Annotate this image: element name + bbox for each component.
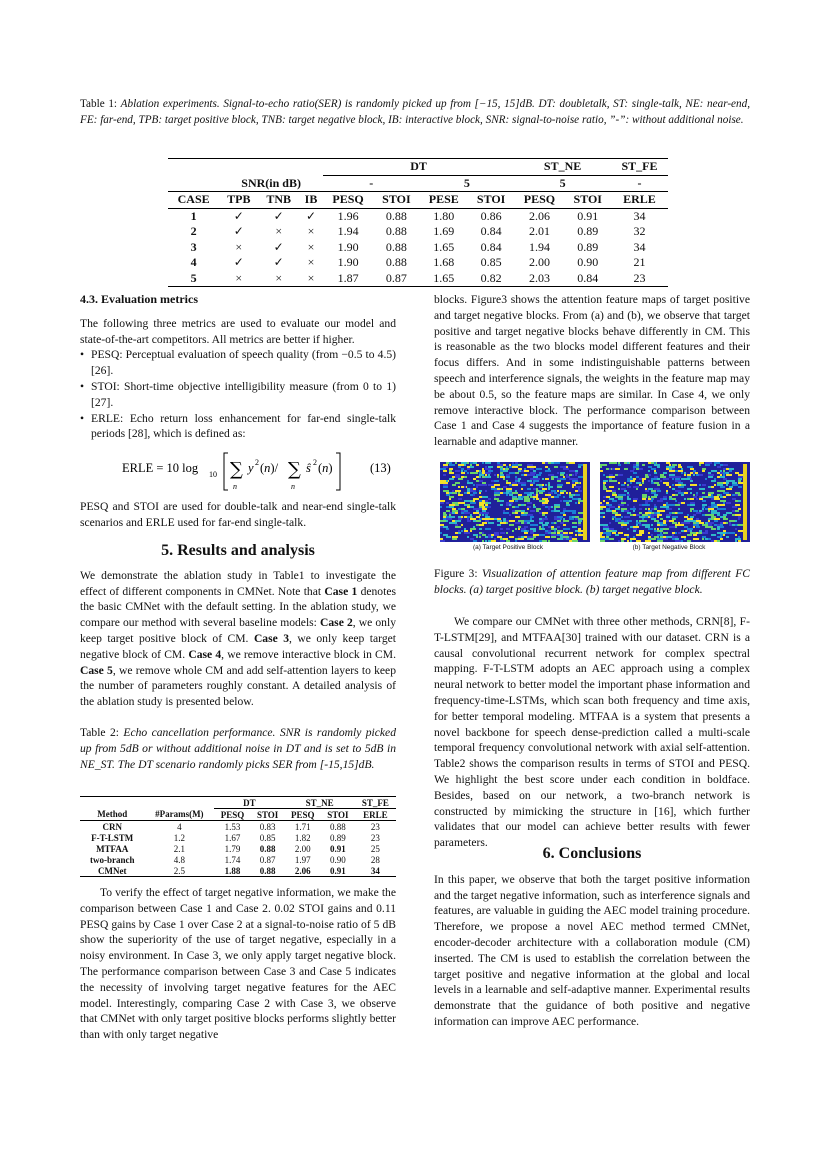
equation-erle [80, 450, 396, 490]
cell: 2.1 [173, 843, 185, 854]
cell: × [307, 255, 315, 270]
figure3-caption [434, 566, 750, 598]
list-item: • STOI: Short-time objective intelligibility measure (from 0 to 1) [27]. [80, 379, 396, 411]
cell: 0.83 [251, 821, 285, 833]
feature-map-negative [600, 462, 750, 542]
t1-column-header: PESQ [514, 192, 564, 209]
method-name: two-branch [89, 854, 135, 865]
table-row [168, 208, 668, 224]
cell: 2.00 [528, 255, 550, 270]
cell: 21 [633, 255, 646, 270]
cell: 0.85 [480, 255, 502, 270]
cell: 1.94 [337, 224, 359, 239]
cell: 1.2 [173, 832, 185, 843]
cell: 0.88 [251, 865, 285, 877]
table-row [80, 854, 396, 865]
section-title: 4.3. Evaluation metrics [80, 292, 198, 306]
cell: × [235, 239, 243, 254]
paragraph: PESQ and STOI are used for double-talk and near-end single-talk scenarios and ERLE used for far-end single-talk. [80, 500, 396, 529]
cell: 1.65 [420, 271, 468, 287]
table-row [80, 843, 396, 854]
table-row [80, 821, 396, 833]
table1-caption [80, 96, 750, 128]
cell: 0.88 [385, 255, 407, 270]
cell: 1.80 [420, 208, 468, 224]
paragraph: The following three metrics are used to evaluate our model and state-of-the-art competitors. All metrics are better if higher. [80, 316, 396, 346]
svg-text:ERLE = 10 log [122, 461, 199, 475]
figure3-caption-text: Visualization of attention feature map from different FC blocks. (a) target positive block. (b) target negative block. [434, 567, 751, 596]
table1-caption-label: Table 1: [80, 98, 118, 110]
cell: 1.87 [323, 271, 373, 287]
cell: 0.90 [330, 854, 346, 865]
cell: 0.85 [259, 832, 276, 843]
cell: 0.84 [480, 239, 502, 254]
cell: ✓ [233, 255, 244, 270]
cell: 1.79 [224, 843, 241, 854]
comparison-table [80, 796, 396, 877]
cell: 0.82 [468, 271, 514, 287]
cell: 34 [633, 239, 646, 254]
cell: × [307, 239, 315, 254]
cell: 0.88 [385, 239, 407, 254]
cell: 34 [611, 208, 668, 224]
cell: 0.86 [468, 208, 514, 224]
case-id: 2 [190, 224, 197, 239]
t2-column-header: Method [97, 809, 128, 820]
cell: ✓ [273, 255, 284, 270]
t1-column-header: STOI [373, 192, 419, 209]
svg-text:n: n [291, 482, 295, 491]
method-name: CRN [80, 821, 144, 833]
cell: ✓ [233, 224, 244, 239]
svg-text:∑: ∑ [230, 459, 243, 480]
case-id: 5 [168, 271, 219, 287]
case-id: 1 [168, 208, 219, 224]
cell: 1.68 [433, 255, 455, 270]
t1-column-header: STOI [468, 192, 514, 209]
paragraph: We demonstrate the ablation study in Table1 to investigate the effect of different components in CMNet. Note that Case 1 denotes the basic CMNet with the default setting. In the ablation study, we compare our method with several baseline models: Case 2, we only keep target positive block of CM. Case 3, we only keep target negative block of CM. Case 4, we remove interactive block in CM. Case 5, we remove whole CM and add self-attention layers to keep the number of parameters roughly constant. A detailed analysis of the ablation study is presented below. [80, 568, 396, 709]
svg-text:n: n [233, 482, 237, 491]
cell: ✓ [299, 208, 323, 224]
cell: 1.96 [323, 208, 373, 224]
cell: 0.87 [373, 271, 419, 287]
svg-text:∑: ∑ [288, 459, 301, 480]
cell: 2.01 [528, 224, 550, 239]
paragraph: In this paper, we observe that both the target positive information and the target negative information, such as interference signals and features, are valuable in guiding the AEC model training procedure. Therefore, we propose a novel AEC method termed CMNet, encoder-decoder architecture with a collaboration module (CM) inserted. The CM is used to establish the correlation between the target positive and negative information at the global and local levels in a learnable and self-adaptive manner. Experimental results demonstrate that the guidance of both positive and negative information can improve AEC performance. [434, 872, 750, 1028]
t1-column-header: CASE [168, 192, 219, 209]
svg-text:ŝ: ŝ [306, 461, 311, 475]
metrics-list [80, 347, 396, 442]
table-row [168, 224, 668, 240]
figure3-caption-label: Figure 3: [434, 567, 478, 580]
equation-number: (13) [370, 461, 391, 475]
section-4-3 [80, 292, 396, 442]
svg-text:2: 2 [313, 458, 317, 467]
cell: 1.82 [294, 832, 311, 843]
t2-column-header: STOI [256, 809, 279, 820]
table-row [80, 832, 396, 843]
svg-text:2: 2 [255, 458, 259, 467]
right-col-middle [434, 614, 750, 851]
table-row [168, 271, 668, 287]
svg-text:(n): (n) [318, 461, 333, 475]
section-title: 5. Results and analysis [161, 542, 315, 559]
cell: 0.89 [577, 224, 599, 239]
t1-column-header: STOI [565, 192, 611, 209]
cell: 0.88 [385, 224, 407, 239]
cell: 2.5 [144, 865, 214, 877]
cell: 0.91 [330, 843, 346, 854]
equation-lhs: ERLE = 10 log [122, 461, 199, 475]
equation-subscript: 10 [209, 470, 217, 479]
cell: ✓ [258, 208, 299, 224]
cell: 1.71 [284, 821, 321, 833]
paragraph: We compare our CMNet with three other methods, CRN[8], F-T-LSTM[29], and MTFAA[30] trained with our dataset. CRN is a causal convolutional recurrent network for complex spectral mapping. F-T-LSTM adopts an AEC approach using a complex neural network to better model the important phase information and frequency-time-LSTMs, which scan both frequency and time axis, for better temporal modeling. MTFAA is a system that presents a novel backbone for speech dense-prediction called a multi-scale temporal frequency convolutional network with axial self-attention. Table2 shows the comparison results in terms of STOI and PESQ. We highlight the best score under each condition in boldface. Besides, based on our network, a two-branch network is constructed by mimicking the structure in [16], which further validates that our model can achieve better results with fewer parameters. [434, 615, 750, 850]
section-6 [434, 846, 750, 1030]
paragraph: blocks. Figure3 shows the attention feature maps of target positive and target negative blocks. From (a) and (b), we observe that target positive and target negative blocks behave differently in CM. This is reasonable as the two blocks model different features and their focus differs. And in some indistinguishable patterns between speech and interference signals, the weights in the feature map may be about 0.5, so the feature maps are similar. In Case 4, we only remove interactive block. The performance comparison between Case 1 and Case 4 suggests the importance of feature fusion in a learnable and adaptive manner. [434, 293, 750, 449]
t2-column-header: ERLE [363, 809, 388, 820]
cell: 1.67 [224, 832, 241, 843]
t1-snr: 5 [559, 175, 566, 190]
cell: 28 [370, 854, 380, 865]
cell: 0.88 [373, 208, 419, 224]
cell: 23 [355, 821, 396, 833]
t2-group-stne: ST_NE [284, 797, 354, 809]
cell: 0.87 [259, 854, 276, 865]
cell: 1.53 [214, 821, 251, 833]
cell: 4.8 [173, 854, 185, 865]
cell: 0.89 [330, 832, 346, 843]
cell: × [219, 271, 258, 287]
cell: ✓ [219, 208, 258, 224]
cell: 2.00 [294, 843, 311, 854]
cell: 23 [611, 271, 668, 287]
t1-column-header: TPB [219, 192, 258, 209]
cell: × [275, 224, 283, 239]
heatmap-image [600, 462, 750, 542]
subfig-caption-a: (a) Target Positive Block [473, 544, 543, 551]
cell: 1.74 [224, 854, 241, 865]
table2-caption [80, 725, 396, 772]
case-id: 4 [190, 255, 197, 270]
cell: 25 [370, 843, 380, 854]
cell: × [299, 271, 323, 287]
cell: 2.06 [514, 208, 564, 224]
section-5-cont [80, 885, 396, 1043]
cell: 23 [370, 832, 380, 843]
t1-group-stne: ST_NE [514, 159, 611, 176]
method-name: MTFAA [96, 843, 129, 854]
list-item: • ERLE: Echo return loss enhancement for far-end single-talk periods [28], which is defined as: [80, 411, 396, 443]
right-col-top [434, 292, 750, 450]
t1-snr: - [637, 175, 642, 190]
section-4-3-after [80, 499, 396, 531]
t1-column-header: PESQ [323, 192, 373, 209]
cell: 0.84 [565, 271, 611, 287]
table2-caption-text: Echo cancellation performance. SNR is randomly picked up from 5dB or without additional noise in DT and is set to 5dB in NE_ST. The DT scenario randomly picks SER from [-15,15]dB. [80, 726, 397, 771]
cell: 0.89 [577, 239, 599, 254]
heatmap-image [440, 462, 590, 542]
cell: 0.91 [321, 865, 355, 877]
cell: 32 [633, 224, 646, 239]
cell: 0.88 [321, 821, 355, 833]
table1-caption-text: Ablation experiments. Signal-to-echo ratio(SER) is randomly picked up from [−15, 15]dB. DT: doubletalk, ST: single-talk, NE: near-end, FE: far-end, TPB: target positive block, TNB: target negative block, IB: interactive block, SNR: signal-to-noise ratio, ”-”: without additional noise. [80, 98, 751, 126]
cell: 4 [144, 821, 214, 833]
t1-column-header: ERLE [611, 192, 668, 209]
list-item: • PESQ: Perceptual evaluation of speech quality (from −0.5 to 4.5) [26]. [80, 347, 396, 379]
t1-column-header: TNB [258, 192, 299, 209]
t2-column-header: PESQ [220, 809, 245, 820]
feature-map-positive [440, 462, 590, 542]
cell: 1.94 [528, 239, 550, 254]
t1-snr: - [369, 175, 374, 190]
cell: × [258, 271, 299, 287]
equation-graphic [80, 450, 396, 494]
cell: 1.90 [337, 239, 359, 254]
cell: 2.06 [284, 865, 321, 877]
cell: × [307, 224, 315, 239]
ablation-table [168, 158, 668, 287]
t1-column-header: PESE [420, 192, 468, 209]
t2-group-dt: DT [214, 797, 284, 809]
cell: 1.65 [433, 239, 455, 254]
svg-text:y: y [248, 461, 254, 475]
section-title: 6. Conclusions [542, 845, 642, 862]
cell: 1.97 [294, 854, 311, 865]
svg-text:(n)/: (n)/ [260, 461, 279, 475]
t1-column-header: IB [299, 192, 323, 209]
table-row [168, 255, 668, 271]
t1-snr: 5 [463, 175, 470, 190]
paragraph: To verify the effect of target negative information, we make the comparison between Case 1 and Case 2. 0.02 STOI gains and 0.11 PESQ gains by Case 1 over Case 2 at a signal-to-noise ratio of 5 dB show the superiority of the use of target negative, especially in a noisy environment. In Case 3, we only apply target negative block. The performance comparison between Case 3 and Case 5 indicates the necessity of involving target negative features for the AEC model. Interestingly, comparing Case 2 with Case 3, we observe that CMNet with only target positive blocks performs slightly better than with only target negative [80, 886, 396, 1042]
cell: 1.90 [337, 255, 359, 270]
t1-group-stfe: ST_FE [611, 159, 668, 176]
table-row [168, 240, 668, 256]
t2-column-header: PESQ [290, 809, 315, 820]
cell: ✓ [273, 239, 284, 254]
t1-group-dt: DT [323, 159, 514, 176]
method-name: F-T-LSTM [91, 832, 134, 843]
cell: 0.90 [577, 255, 599, 270]
table-row [80, 865, 396, 877]
t1-snr-label: SNR(in dB) [219, 175, 323, 192]
cell: 1.88 [214, 865, 251, 877]
cell: 0.88 [259, 843, 276, 854]
t2-column-header: #Params(M) [155, 809, 204, 820]
cell: 0.84 [480, 224, 502, 239]
cell: 2.03 [514, 271, 564, 287]
t2-group-stfe: ST_FE [355, 797, 396, 809]
cell: 34 [355, 865, 396, 877]
method-name: CMNet [80, 865, 144, 877]
table2-caption-label: Table 2: [80, 726, 119, 739]
cell: 1.69 [433, 224, 455, 239]
case-id: 3 [190, 239, 197, 254]
section-5 [80, 543, 396, 710]
subfig-caption-b: (b) Target Negative Block [632, 544, 706, 551]
cell: 0.91 [565, 208, 611, 224]
t2-column-header: STOI [327, 809, 349, 820]
